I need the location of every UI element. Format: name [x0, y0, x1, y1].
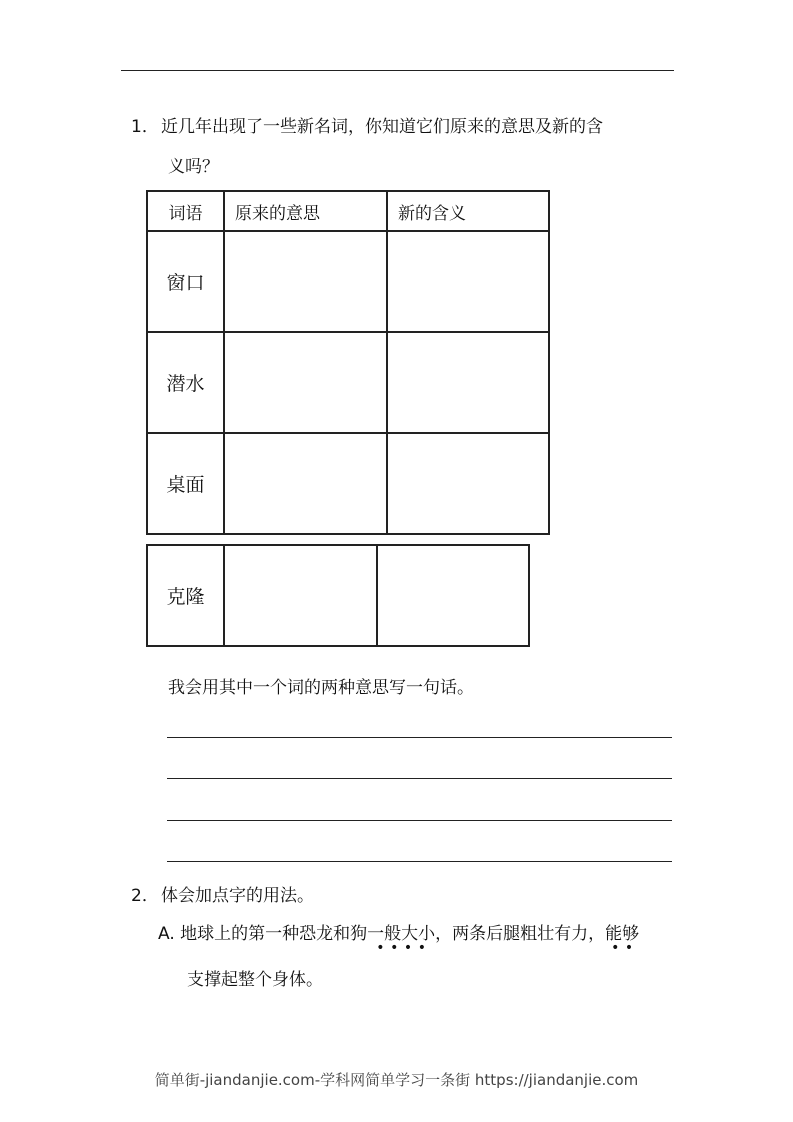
question-1-line-1: [131, 116, 603, 138]
page-footer: 简单街-jiandanjie.com-学科网简单学习一条街 https://jiandanjie.com: [154, 1071, 639, 1089]
new-meaning-cell[interactable]: [387, 332, 549, 433]
word-cell: 桌面: [147, 433, 224, 534]
table-row: [147, 545, 529, 646]
question-1-prompt-line-1: 近几年出现了一些新名词，你知道它们原来的意思及新的含: [161, 117, 603, 137]
header-word: 词语: [147, 191, 224, 231]
option-a-label: A.: [158, 924, 175, 944]
header-original-meaning: 原来的意思: [224, 191, 387, 231]
question-1-prompt-line-2: 义吗？: [168, 157, 219, 177]
question-2-prompt: 体会加点字的用法。: [161, 886, 314, 906]
answer-line[interactable]: [167, 861, 672, 862]
new-meaning-cell[interactable]: [377, 545, 529, 646]
table-row: [147, 332, 549, 433]
word-cell: 克隆: [147, 545, 224, 646]
question-2-number: 2．: [131, 886, 159, 906]
option-a-text-start: 地球上的第一种恐龙和狗: [180, 924, 368, 944]
vocab-table-continued: [146, 544, 530, 647]
dotted-phrase-2: [605, 923, 640, 956]
answer-line[interactable]: [167, 820, 672, 821]
question-2-line: [131, 885, 314, 907]
header-new-meaning: 新的含义: [387, 191, 549, 231]
vocab-table: [146, 190, 550, 535]
word-cell: 窗口: [147, 231, 224, 332]
new-meaning-cell[interactable]: [387, 231, 549, 332]
answer-line[interactable]: [167, 737, 672, 738]
table-header-row: [147, 191, 549, 231]
option-a-line-2: 支撑起整个身体。: [187, 970, 323, 990]
answer-line[interactable]: [167, 778, 672, 779]
option-a-line-1: [158, 923, 640, 956]
table-row: [147, 433, 549, 534]
dotted-phrase-text: 一般大小: [367, 924, 436, 944]
original-meaning-cell[interactable]: [224, 545, 377, 646]
header-rule: [121, 70, 674, 71]
emphasis-dots: • • • •: [376, 940, 427, 956]
new-meaning-cell[interactable]: [387, 433, 549, 534]
word-cell: 潜水: [147, 332, 224, 433]
emphasis-dots: • •: [611, 940, 634, 956]
original-meaning-cell[interactable]: [224, 231, 387, 332]
sentence-instruction: 我会用其中一个词的两种意思写一句话。: [168, 678, 474, 698]
original-meaning-cell[interactable]: [224, 332, 387, 433]
table-row: [147, 231, 549, 332]
question-1-number: 1．: [131, 117, 159, 137]
original-meaning-cell[interactable]: [224, 433, 387, 534]
option-a-text-middle: ，两条后腿粗壮有力，: [435, 924, 606, 944]
dotted-phrase: [367, 923, 436, 956]
dotted-phrase-2-text: 能够: [605, 924, 640, 944]
